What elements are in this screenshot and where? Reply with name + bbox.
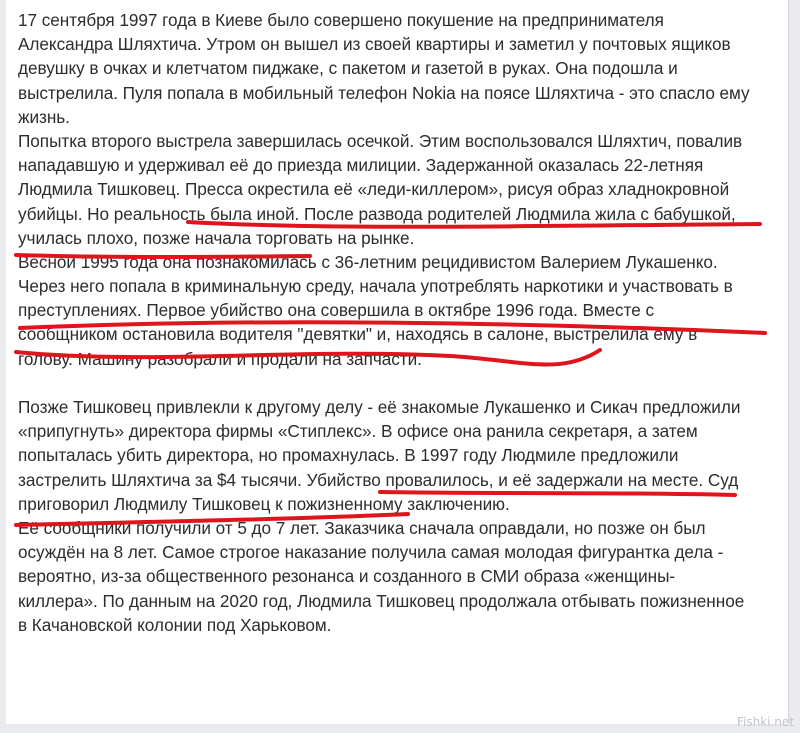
article-line: приговорил Людмилу Тишковец к пожизненному заключению. (18, 493, 510, 514)
article-text (18, 8, 788, 637)
article-line: убийцы. Но реальность была иной. После развода родителей Людмила жила с бабушкой, (18, 203, 736, 224)
article-line: Позже Тишковец привлекли к другому делу - её знакомые Лукашенко и Сикач предложили (18, 397, 741, 417)
article-line: «припугнуть» директора фирмы «Стиплекс». В офисе она ранила секретаря, а затем (18, 421, 698, 442)
article-line: Через него попала в криминальную среду, начала употреблять наркотики и участвовать в (18, 276, 733, 297)
article-line: выстрелила. Пуля попала в мобильный телефон Nokia на поясе Шляхтича - это спасло ему (18, 82, 750, 103)
article-line: преступлениях. Первое убийство она совершила в октябре 1996 года. Вместе с (18, 300, 654, 321)
article-line: застрелить Шляхтича за $4 тысячи. Убийство провалилось, и её задержали на месте. Суд (18, 469, 739, 490)
article-line: Попытка второго выстрела завершилась осечкой. Этим воспользовался Шляхтич, повалив (18, 130, 743, 151)
paragraph-gap (18, 371, 788, 395)
article-line: Людмила Тишковец. Пресса окрестила её «леди-киллером», рисуя образ хладнокровной (18, 179, 730, 200)
article-line: девушку в очках и клетчатом пиджаке, с пакетом и газетой в руках. Она подошла и (18, 58, 678, 79)
article-line: в Качановской колонии под Харьковом. (18, 614, 332, 635)
article-line: голову. Машину разобрали и продали на запчасти. (18, 348, 422, 369)
article-line: вероятно, из-за общественного резонанса и созданного в СМИ образа «женщины- (18, 566, 676, 587)
article-line: осуждён на 8 лет. Самое строгое наказание получила самая молодая фигурантка дела - (18, 542, 724, 563)
article-line: попыталась убить директора, но промахнулась. В 1997 году Людмиле предложили (18, 445, 679, 466)
article-line: нападавшую и удерживал её до приезда милиции. Задержанной оказалась 22-летняя (18, 155, 704, 176)
article-card (6, 0, 789, 724)
article-line: Александра Шляхтича. Утром он вышел из своей квартиры и заметил у почтовых ящиков (18, 34, 731, 55)
article-line: училась плохо, позже начала торговать на рынке. (18, 227, 415, 248)
fishki-watermark: Fishki.net (736, 715, 794, 729)
article-line: Весной 1995 года она познакомилась с 36-летним рецидивистом Валерием Лукашенко. (18, 251, 718, 272)
article-line: жизнь. (18, 106, 70, 127)
article-line: 17 сентября 1997 года в Киеве было совершено покушение на предпринимателя (18, 10, 664, 30)
article-line: сообщником остановила водителя "девятки" и, находясь в салоне, выстрелила ему в (18, 324, 698, 345)
article-line: киллера». По данным на 2020 год, Людмила Тишковец продолжала отбывать пожизненное (18, 590, 745, 611)
article-line: Её сообщники получили от 5 до 7 лет. Заказчика сначала оправдали, но позже он был (18, 517, 706, 538)
